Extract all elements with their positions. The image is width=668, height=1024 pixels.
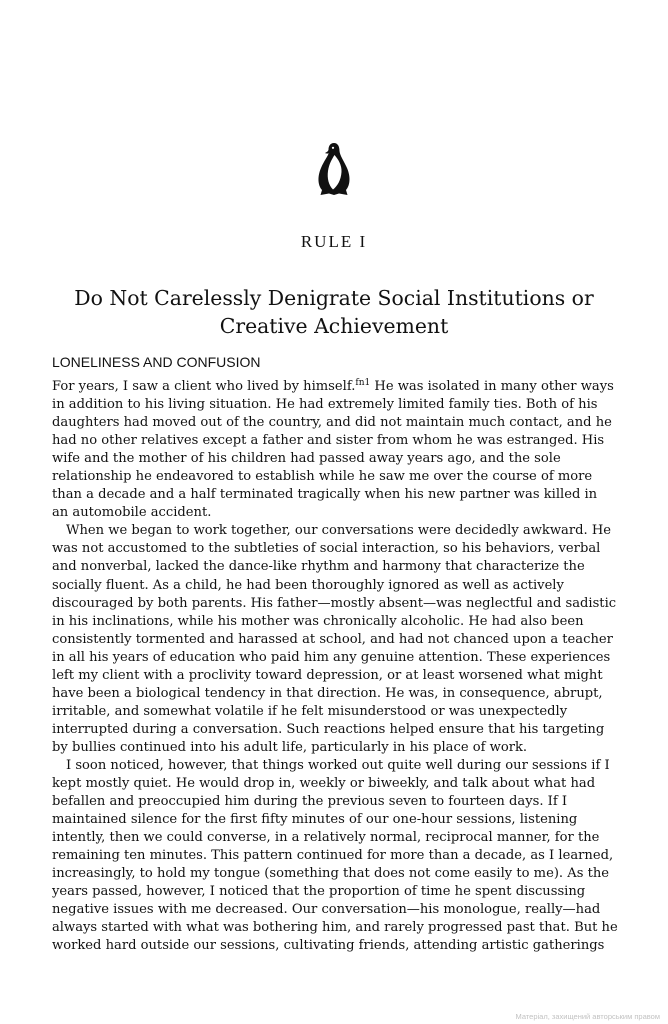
chapter-title-line: Do Not Carelessly Denigrate Social Institutions or: [74, 286, 594, 310]
body-line: discouraged by both parents. His father—mostly absent—was neglectful and sadistic: [52, 595, 617, 611]
body-line: increasingly, to hold my tongue (something that does not come easily to me). As the: [52, 866, 610, 882]
body-line: left my client with a proclivity toward depression, or at least worsened what might: [52, 667, 603, 683]
body-text: [52, 378, 622, 956]
body-line: an automobile accident.: [52, 505, 212, 521]
copyright-watermark: Матеріал, захищений авторським правом: [515, 1012, 660, 1021]
body-line: and nonverbal, lacked the dance-like rhythm and harmony that characterize the: [52, 559, 585, 575]
body-line: always started with what was bothering him, and rarely progressed past that. But he: [52, 920, 618, 936]
penguin-logo-icon: [316, 141, 352, 197]
section-heading: LONELINESS AND CONFUSION: [52, 354, 261, 370]
body-text-segment: He was isolated in many other ways: [370, 379, 614, 394]
body-line: was not accustomed to the subtleties of social interaction, so his behaviors, verbal: [52, 541, 601, 557]
body-line: [52, 378, 622, 396]
body-line: had no other relatives except a father and sister from whom he was estranged. His: [52, 433, 605, 449]
body-line: intently, then we could converse, in a relatively normal, reciprocal manner, for the: [52, 830, 600, 846]
body-line: worked hard outside our sessions, cultivating friends, attending artistic gatherings: [52, 938, 605, 954]
body-line: have been a biological tendency in that direction. He was, in consequence, abrupt,: [52, 685, 603, 701]
body-line: maintained silence for the first fifty minutes of our one-hour sessions, listening: [52, 812, 578, 828]
body-line: wife and the mother of his children had passed away years ago, and the sole: [52, 451, 561, 467]
body-line: remaining ten minutes. This pattern continued for more than a decade, as I learned,: [52, 848, 614, 864]
body-line: in addition to his living situation. He had extremely limited family ties. Both of his: [52, 397, 598, 413]
body-line: socially fluent. As a child, he had been thoroughly ignored as well as actively: [52, 577, 564, 593]
body-line: kept mostly quiet. He would drop in, weekly or biweekly, and talk about what had: [52, 776, 596, 792]
body-line: befallen and preoccupied him during the previous seven to fourteen days. If I: [52, 794, 568, 810]
body-line: irritable, and somewhat volatile if he felt misunderstood or was unexpectedly: [52, 703, 568, 719]
chapter-label: RULE I: [300, 232, 368, 251]
footnote-marker[interactable]: fn1: [355, 378, 371, 388]
body-line: relationship he endeavored to establish while he saw me over the course of more: [52, 469, 593, 485]
body-line: interrupted during a conversation. Such reactions helped ensure that his targeting: [52, 721, 605, 737]
body-line: by bullies continued into his adult life, particularly in his place of work.: [52, 739, 528, 755]
body-line: daughters had moved out of the country, and did not maintain much contact, and he: [52, 415, 612, 431]
chapter-title: [40, 284, 628, 340]
body-line: consistently tormented and harassed at school, and had not chanced upon a teacher: [52, 631, 613, 647]
body-text-segment: For years, I saw a client who lived by himself.: [52, 379, 356, 394]
body-line: in his inclinations, while his mother was chronically alcoholic. He had also been: [52, 613, 584, 629]
body-line: than a decade and a half terminated tragically when his new partner was killed in: [52, 487, 598, 503]
body-line: years passed, however, I noticed that the proportion of time he spent discussing: [52, 884, 586, 900]
paragraph-first-line: I soon noticed, however, that things worked out quite well during our sessions if I: [66, 757, 610, 773]
body-line: in all his years of education who paid him any genuine attention. These experiences: [52, 649, 611, 665]
paragraph-first-line: When we began to work together, our conversations were decidedly awkward. He: [66, 523, 611, 539]
body-line: negative issues with me decreased. Our conversation—his monologue, really—had: [52, 902, 601, 918]
chapter-title-line: Creative Achievement: [219, 314, 449, 338]
